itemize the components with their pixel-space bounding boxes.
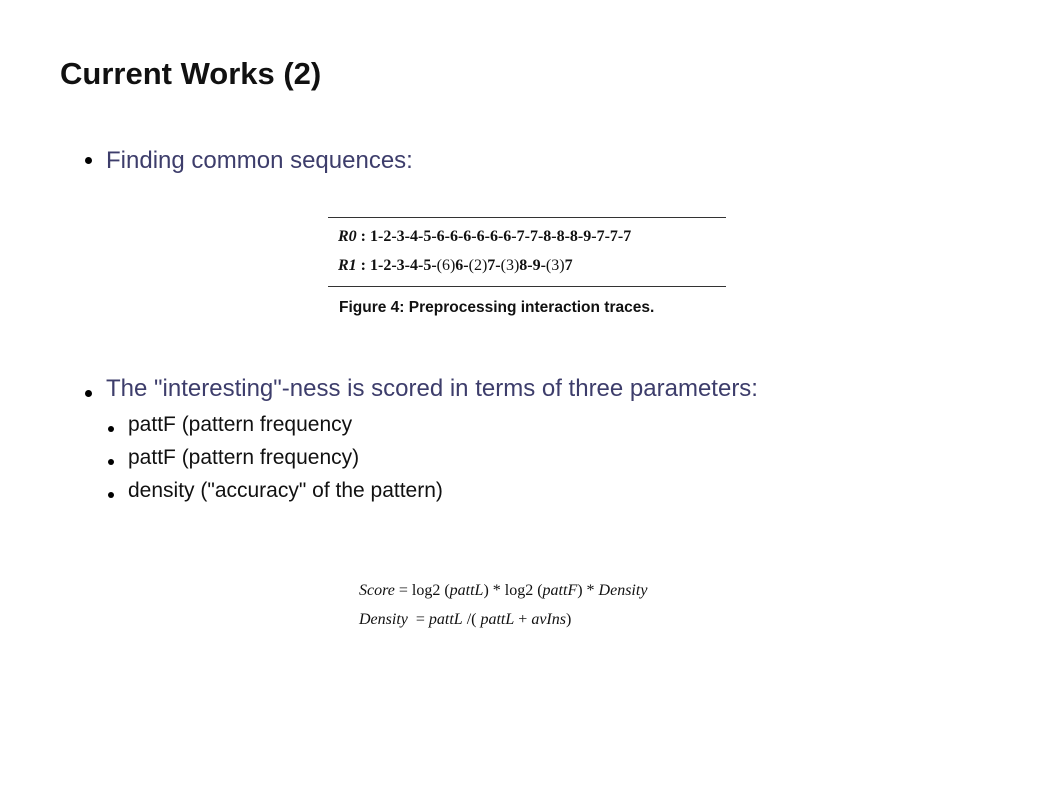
sub-bullet-density: density ("accuracy" of the pattern) (128, 479, 443, 502)
trace-seq-count: (2) (468, 257, 488, 274)
bullet-finding-common-sequences: Finding common sequences: (106, 147, 413, 174)
trace-seq-part: 8-9- (519, 257, 546, 274)
trace-sep: : (356, 257, 370, 274)
trace-seq-part: 6- (455, 257, 469, 274)
formula-var: pattL (480, 611, 515, 628)
trace-sep: : (356, 228, 370, 245)
formula-op: ) * (577, 582, 599, 599)
score-formula (359, 582, 647, 600)
formula-var: avIns (531, 611, 566, 628)
figure-bottom-rule (328, 286, 726, 287)
preprocessing-figure (328, 214, 726, 324)
sub-bullet-pattf-2: pattF (pattern frequency) (128, 446, 360, 469)
formula-op: ) * log2 ( (483, 582, 543, 599)
trace-seq-part: 7- (487, 257, 501, 274)
trace-label-r1: R1 (338, 257, 357, 274)
slide-title: Current Works (2) (60, 56, 322, 91)
formula-op: ) (565, 611, 572, 628)
trace-label-r0: R0 (338, 228, 357, 245)
trace-seq-part: 7 (564, 257, 573, 274)
formula-op: + (514, 611, 532, 628)
formula-var: pattL (428, 611, 463, 628)
formula-op: /( (462, 611, 481, 628)
formula-var: Density (598, 582, 648, 599)
formula-var: Score (359, 582, 395, 599)
sub-bullet-dot (108, 426, 114, 432)
density-formula (359, 611, 571, 629)
sub-bullet-dot (108, 459, 114, 465)
trace-row-r1 (338, 257, 573, 275)
formula-op: = log2 ( (394, 582, 450, 599)
formula-var: pattL (449, 582, 484, 599)
formula-var: pattF (542, 582, 578, 599)
trace-seq-count: (3) (500, 257, 520, 274)
sub-bullet-pattf-1: pattF (pattern frequency (128, 413, 353, 436)
trace-seq-r0: 1-2-3-4-5-6-6-6-6-6-6-7-7-8-8-8-9-7-7-7 (370, 228, 632, 245)
trace-seq-count: (3) (545, 257, 565, 274)
formula-op: = (407, 611, 429, 628)
figure-top-rule (328, 217, 726, 218)
figure-caption: Figure 4: Preprocessing interaction traces. (339, 299, 655, 316)
sub-bullet-dot (108, 492, 114, 498)
trace-row-r0 (338, 228, 631, 246)
bullet-dot (85, 157, 92, 164)
bullet-dot (85, 390, 92, 397)
trace-seq-count: (6) (436, 257, 456, 274)
bullet-interesting-ness: The "interesting"-ness is scored in terms of three parameters: (106, 375, 758, 402)
formula-var: Density (359, 611, 408, 628)
trace-seq-part: 1-2-3-4-5- (370, 257, 437, 274)
